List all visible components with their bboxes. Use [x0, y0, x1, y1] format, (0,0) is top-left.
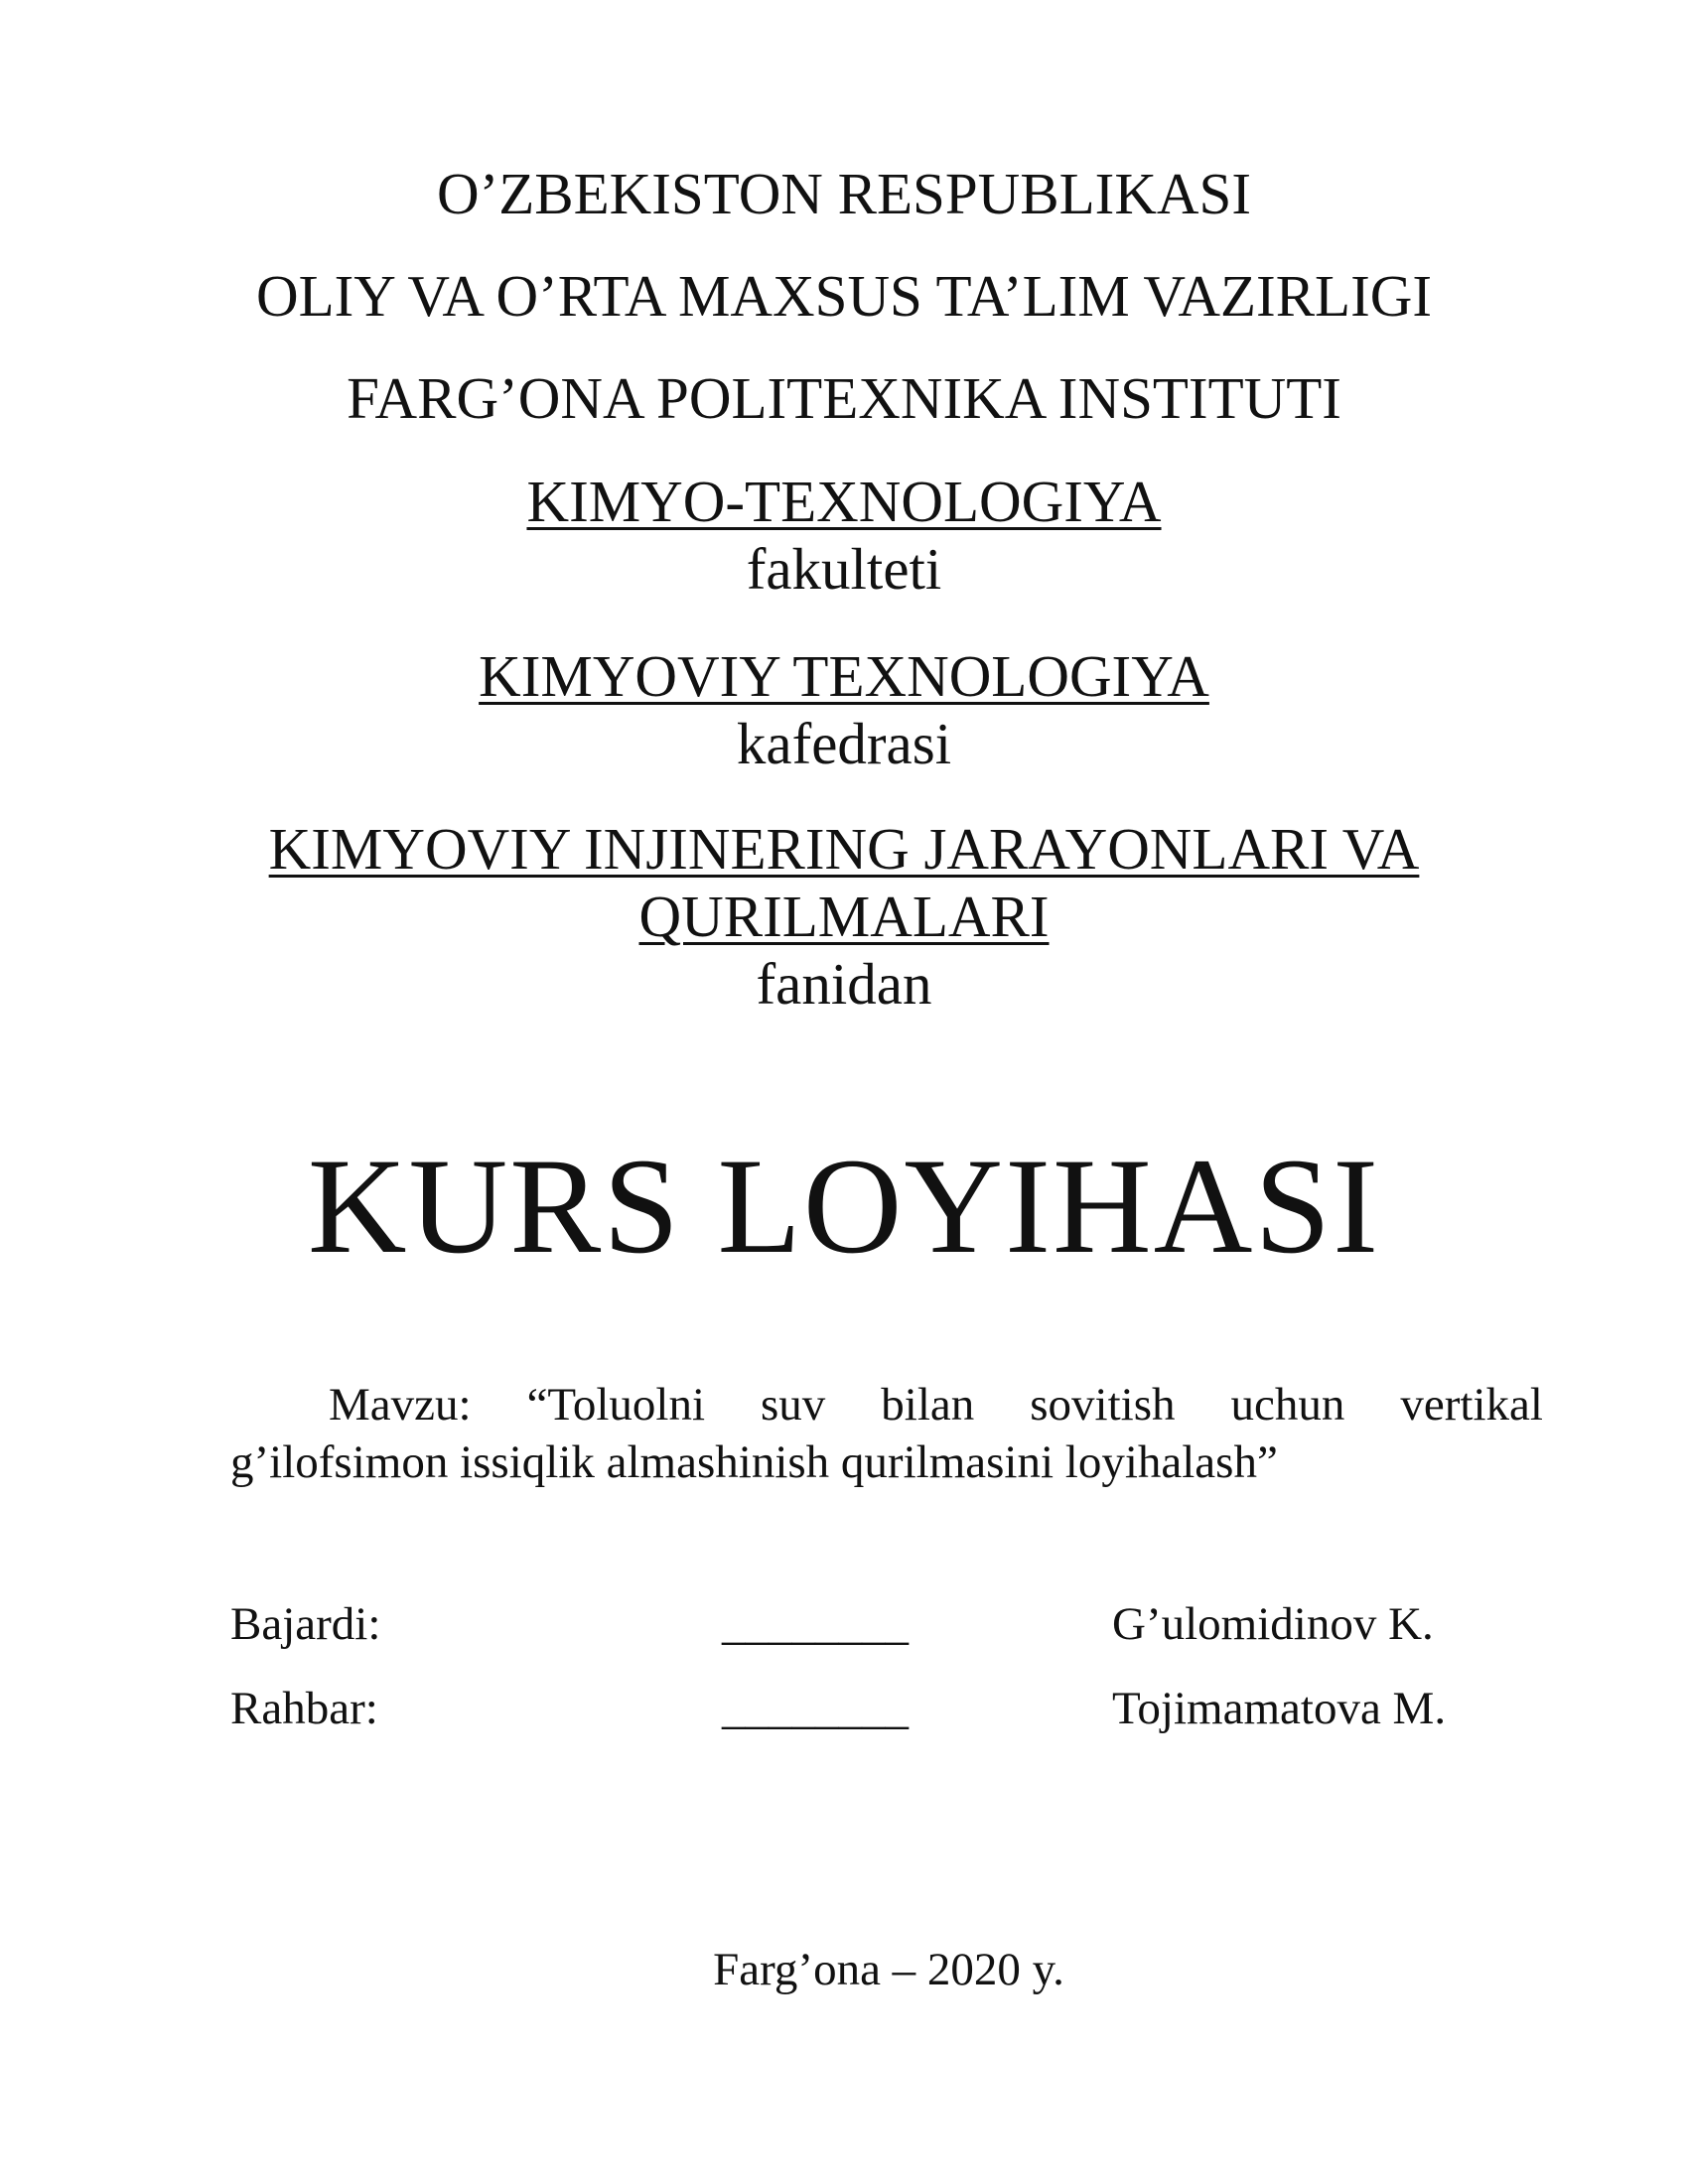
signature-row-performer	[230, 1594, 1521, 1654]
subject-name-line1-text: KIMYOVIY INJINERING JARAYONLARI VA	[268, 816, 1420, 882]
topic-word: Mavzu:	[329, 1379, 472, 1431]
place-and-year: Farg’ona – 2020 y.	[713, 1944, 1064, 1995]
signature-name: G’ulomidinov K.	[1112, 1598, 1434, 1650]
signature-label: Rahbar:	[230, 1683, 378, 1734]
signature-label: Bajardi:	[230, 1598, 381, 1650]
subject-suffix: fanidan	[756, 951, 932, 1017]
subject-name-line2-text: QURILMALARI	[638, 884, 1050, 949]
faculty-name-text: KIMYO-TEXNOLOGIYA	[526, 469, 1162, 534]
faculty-suffix: fakulteti	[746, 536, 942, 602]
faculty-name	[0, 467, 1688, 536]
topic-word: “Toluolni	[526, 1379, 706, 1431]
department-name	[0, 641, 1688, 711]
department-suffix: kafedrasi	[736, 711, 952, 776]
subject-name-line2	[0, 882, 1688, 951]
topic-word: uchun	[1230, 1379, 1345, 1431]
subject-name-line1	[0, 814, 1688, 884]
institute-name: FARG’ONA POLITEXNIKA INSTITUTI	[347, 365, 1341, 431]
topic-row-2: g’ilofsimon issiqlik almashinish qurilmasini loyihalash”	[230, 1436, 1278, 1488]
department-name-text: KIMYOVIY TEXNOLOGIYA	[479, 643, 1209, 709]
signature-blank: ________	[722, 1598, 909, 1650]
topic-row-1	[230, 1376, 1543, 1433]
signature-blank: ________	[722, 1683, 909, 1734]
topic-word: suv	[761, 1379, 826, 1431]
topic-word: sovitish	[1030, 1379, 1176, 1431]
topic-word: vertikal	[1400, 1379, 1543, 1431]
signature-name: Tojimamatova M.	[1112, 1683, 1447, 1734]
topic-block	[230, 1376, 1543, 1491]
ministry-line-republic: O’ZBEKISTON RESPUBLIKASI	[436, 161, 1252, 226]
signature-row-supervisor	[230, 1679, 1521, 1738]
topic-word: bilan	[881, 1379, 975, 1431]
document-title: KURS LOYIHASI	[307, 1130, 1381, 1282]
ministry-line-ministry: OLIY VA O’RTA MAXSUS TA’LIM VAZIRLIGI	[255, 263, 1433, 329]
